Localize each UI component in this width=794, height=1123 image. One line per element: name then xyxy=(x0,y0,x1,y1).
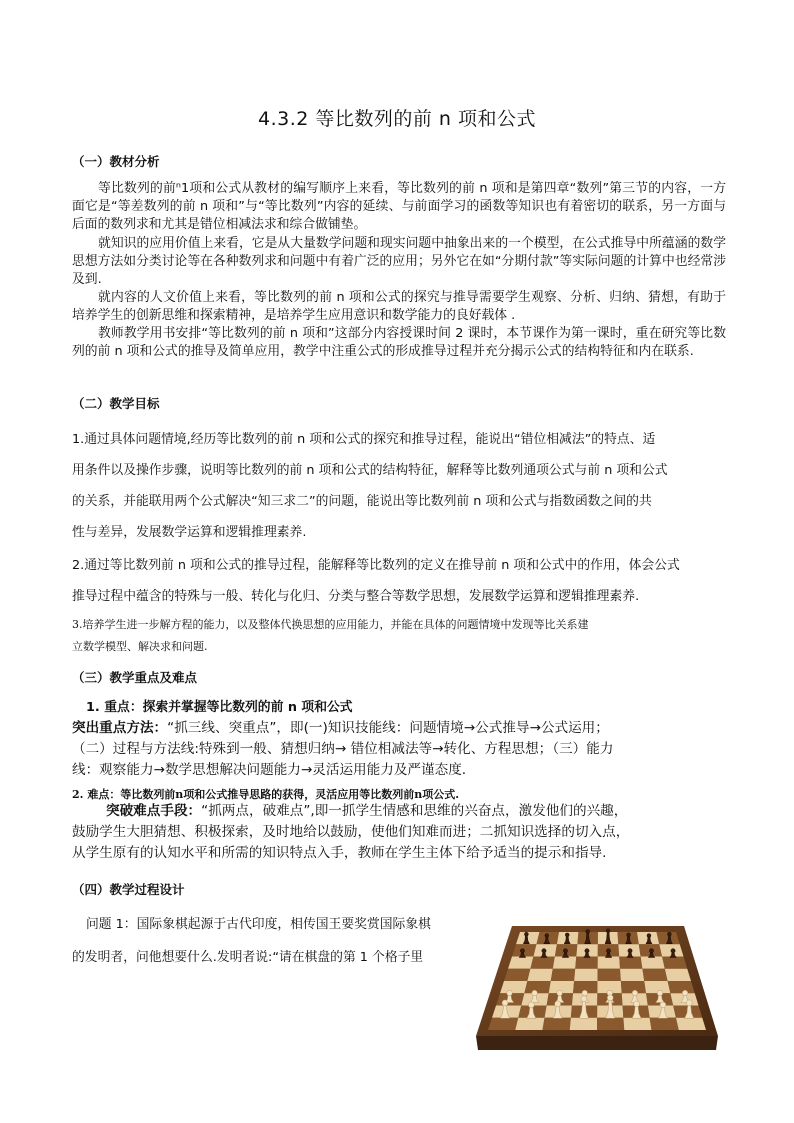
key-point: 1. 重点：探索并掌握等比数列的前 n 项和公式 xyxy=(86,700,353,715)
text-line: 用条件以及操作步骤，说明等比数列的前 n 项和公式的结构特征，解释等比数列通项公式与前 n 项和公式 xyxy=(72,463,668,478)
board-square xyxy=(515,1018,544,1030)
key-method xyxy=(72,718,732,781)
goal-2 xyxy=(72,550,726,612)
analysis-paragraph-4: 教师教学用书安排“等比数列的前 n 项和”这部分内容授课时间 2 课时，本节课作为第一课时，重在研究等比数列的前 n 项和公式的推导及简单应用，教学中注重公式的形成推导过程并充分揭示公式的结构特征和内在联系. xyxy=(72,326,726,359)
board-square xyxy=(543,1018,571,1030)
text-line: 问题 1：国际象棋起源于古代印度，相传国王要奖赏国际象棋 xyxy=(86,917,431,932)
text-line: 立数学模型、解决求和问题. xyxy=(72,640,208,653)
text-line: 线：观察能力→数学思想解决问题能力→灵活运用能力及严谨态度. xyxy=(72,762,467,778)
analysis-paragraph-2: 就知识的应用价值上来看，它是从大量数学问题和现实问题中抽象出来的一个模型，在公式推导中所蕴涵的数学思想方法如分类讨论等在各种数列求和问题中有着广泛的应用；另外它在如“分期付款”等实际问题的计算中也经常涉及到. xyxy=(72,236,726,287)
text-line: （二）过程与方法线:特殊到一般、猜想归纳→ 错位相减法等→转化、方程思想；（三）能力 xyxy=(72,741,614,757)
board-square xyxy=(676,1018,706,1030)
analysis-paragraph-1: 等比数列的前ⁿ1项和公式从教材的编写顺序上来看，等比数列的前 n 项和是第四章“数列”第三节的内容，一方面它是“等差数列的前 n 项和”与“等比数列”内容的延续、与前面学习的函数等知识也有着密切的联系，另一方面与后面的数列求和尤其是错位相减法求和综合做铺垫。 xyxy=(72,181,726,232)
board-square xyxy=(504,969,530,981)
board-square xyxy=(641,957,665,969)
page-title: 4.3.2 等比数列的前 n 项和公式 xyxy=(257,108,536,130)
goal-1 xyxy=(72,424,726,548)
board-square xyxy=(642,969,667,981)
goal-3 xyxy=(72,614,589,658)
board-square xyxy=(668,981,695,993)
text-line: 的发明者，问他想要什么.发明者说:“请在棋盘的第 1 个格子里 xyxy=(72,950,424,965)
board-square xyxy=(575,957,598,969)
board-square xyxy=(551,969,575,981)
break-method xyxy=(72,801,732,864)
question-1 xyxy=(72,908,431,974)
section-heading-goals: （二）教学目标 xyxy=(72,396,160,411)
text-line: “抓两点，破难点”,即一抓学生情感和思维的兴奋点，激发他们的兴趣， xyxy=(201,803,628,819)
board-square xyxy=(530,957,554,969)
text-line: “抓三线、突重点”，即(一)知识技能线：问题情境→公式推导→公式运用； xyxy=(167,720,609,736)
board-square xyxy=(598,957,620,969)
board-square xyxy=(665,969,691,981)
key-method-label: 突出重点方法： xyxy=(72,720,168,736)
board-square xyxy=(623,1018,651,1030)
board-square xyxy=(650,1018,679,1030)
board-square xyxy=(598,969,621,981)
board-square xyxy=(644,981,670,993)
board-square xyxy=(553,957,577,969)
chessboard-image xyxy=(472,888,718,1056)
text-line: 推导过程中蕴含的特殊与一般、转化与化归、分类与整合等数学思想，发展数学运算和逻辑推理素养. xyxy=(72,589,640,604)
board-square xyxy=(527,969,552,981)
text-line: 2.通过等比数列前 n 项和公式的推导过程，能解释等比数列的定义在推导前 n 项和公式中的作用，体会公式 xyxy=(72,558,680,573)
analysis-paragraph-3: 就内容的人文价值上来看，等比数列的前 n 项和公式的探究与推导需要学生观察、分析、归纳、猜想，有助于培养学生的创新思维和探索精神，是培养学生应用意识和数学能力的良好载体 . xyxy=(72,290,726,323)
section-heading-key-points: （三）教学重点及难点 xyxy=(72,670,198,685)
text-line: 3.培养学生进一步解方程的能力，以及整体代换思想的应用能力，并能在具体的问题情境中发现等比关系建 xyxy=(72,618,589,631)
board-square xyxy=(500,981,527,993)
board-square xyxy=(597,1018,624,1030)
board-square xyxy=(662,957,687,969)
text-line: 的关系，并能联用两个公式解决“知三求二”的问题，能说出等比数列前 n 项和公式与指数函数之间的共 xyxy=(72,494,652,509)
board-square xyxy=(574,969,598,981)
board-square xyxy=(508,957,533,969)
text-line: 1.通过具体问题情境,经历等比数列的前 n 项和公式的探究和推导过程，能说出“错位相减法”的特点、适 xyxy=(72,432,656,447)
section-heading-process: （四）教学过程设计 xyxy=(72,882,185,897)
board-square xyxy=(524,981,550,993)
section-heading-analysis: （一）教材分析 xyxy=(72,154,160,169)
difficult-point: 2. 难点：等比数列前n项和公式推导思路的获得，灵活应用等比数列前n项公式. xyxy=(72,788,460,801)
board-square xyxy=(619,957,642,969)
board-square xyxy=(488,1018,518,1030)
text-line: 性与差异，发展数学运算和逻辑推理素养. xyxy=(72,525,307,540)
break-method-label: 突破难点手段： xyxy=(106,803,202,819)
board-square xyxy=(570,1018,597,1030)
board-square xyxy=(620,969,644,981)
text-line: 鼓励学生大胆猜想、积极探索，及时地给以鼓励，使他们知难而进；二抓知识选择的切入点， xyxy=(72,824,630,840)
text-line: 从学生原有的认知水平和所需的知识特点入手，教师在学生主体下给予适当的提示和指导. xyxy=(72,845,607,861)
